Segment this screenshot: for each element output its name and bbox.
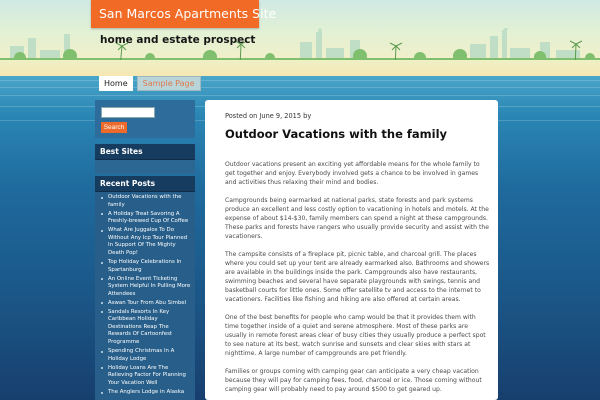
post-content-area	[205, 100, 498, 400]
search-input[interactable]	[101, 107, 155, 118]
main-navigation	[99, 76, 201, 91]
recent-post-link[interactable]: Spending Christmas In A Holiday Lodge	[99, 348, 192, 363]
post-title[interactable]: Outdoor Vacations with the family	[225, 127, 448, 141]
recent-post-link[interactable]: Top Holiday Celebrations In Spartanburg	[99, 259, 192, 274]
post-meta: Posted on June 9, 2015 by	[225, 112, 312, 120]
best-sites-widget	[95, 160, 195, 174]
recent-post-link[interactable]: Sandals Resorts In Key Caribbean Holiday Destinations Reap The Rewards Of Cartoonfest Programme	[99, 309, 192, 347]
recent-post-link[interactable]: The Anglers Lodge in Alaska	[99, 389, 192, 397]
post-paragraph: Campgrounds being earmarked at national parks, state forests and park systems produce an excellent and less costly option to vacationing in hotels and motels. At the expense of about $14-$30, family members can spend a night at these campgrounds. These parks and forests have rangers who usually provide security and assist with the vacationers.	[225, 197, 489, 240]
best-sites-heading: Best Sites	[95, 144, 195, 160]
recent-posts-list	[95, 192, 195, 400]
site-title[interactable]: San Marcos Apartments Site	[91, 0, 259, 28]
recent-post-link[interactable]: A Holiday Treat Savoring A Freshly-brewed Cup Of Coffee	[99, 211, 192, 226]
nav-tab-home[interactable]: Home	[99, 76, 133, 91]
nav-tab-sample-page[interactable]: Sample Page	[137, 76, 201, 91]
site-tagline: home and estate prospect	[100, 34, 256, 46]
recent-post-link[interactable]: An Online Event Ticketing System Helpful In Pulling More Attendees	[99, 276, 192, 299]
search-widget	[95, 100, 195, 138]
recent-post-link[interactable]: Outdoor Vacations with the family	[99, 194, 192, 209]
post-paragraph: The campsite consists of a fireplace pit, picnic table, and charcoal grill. The places where you could set up your tent are already earmarked also. Bathrooms and showers are available in the buildings inside the park. Campgrounds also have restaurants, swimming beaches and several have separate playgrounds with swings, tennis and basketball courts for little ones. Some offer satellite tv and access to the internet to vacationers. Facilities like fishing and hiking are also offered at certain areas.	[225, 251, 490, 303]
search-button[interactable]: Search	[101, 122, 127, 133]
beach-strip	[0, 60, 600, 76]
recent-post-link[interactable]: Aswan Tour From Abu Simbel	[99, 300, 192, 308]
sidebar	[95, 100, 195, 400]
post-paragraph: One of the best benefits for people who camp would be that it provides them with time together inside of a quiet and serene atmosphere. Most of these parks are usually in remote forest areas clear of busy cities they usually produce a perfect spot to see nature at its best, watch sunrise and sunsets and clear skies with stars at nighttime. A large number of campgrounds are pet friendly.	[225, 314, 486, 357]
post-paragraph: Families or groups coming with camping gear can anticipate a very cheap vacation because they will pay for camping fees, food, charcoal or ice. Those coming without camping gear will probably need to pay around $500 to get geared up.	[225, 368, 482, 393]
post-body	[225, 160, 490, 400]
recent-post-link[interactable]: Holiday Loans Are The Relieving Factor For Planning Your Vacation Well	[99, 365, 192, 388]
recent-post-link[interactable]: What Are Juggalos To Do Without Any Icp Tour Planned In Support Of The Mighty Death Pop!	[99, 227, 192, 257]
post-paragraph: Outdoor vacations present an exciting yet affordable means for the whole family to get together and enjoy. Everybody involved gets a chance to be involved in games and activities thus relaxing their mind and bodies.	[225, 161, 480, 186]
recent-posts-heading: Recent Posts	[95, 176, 195, 192]
